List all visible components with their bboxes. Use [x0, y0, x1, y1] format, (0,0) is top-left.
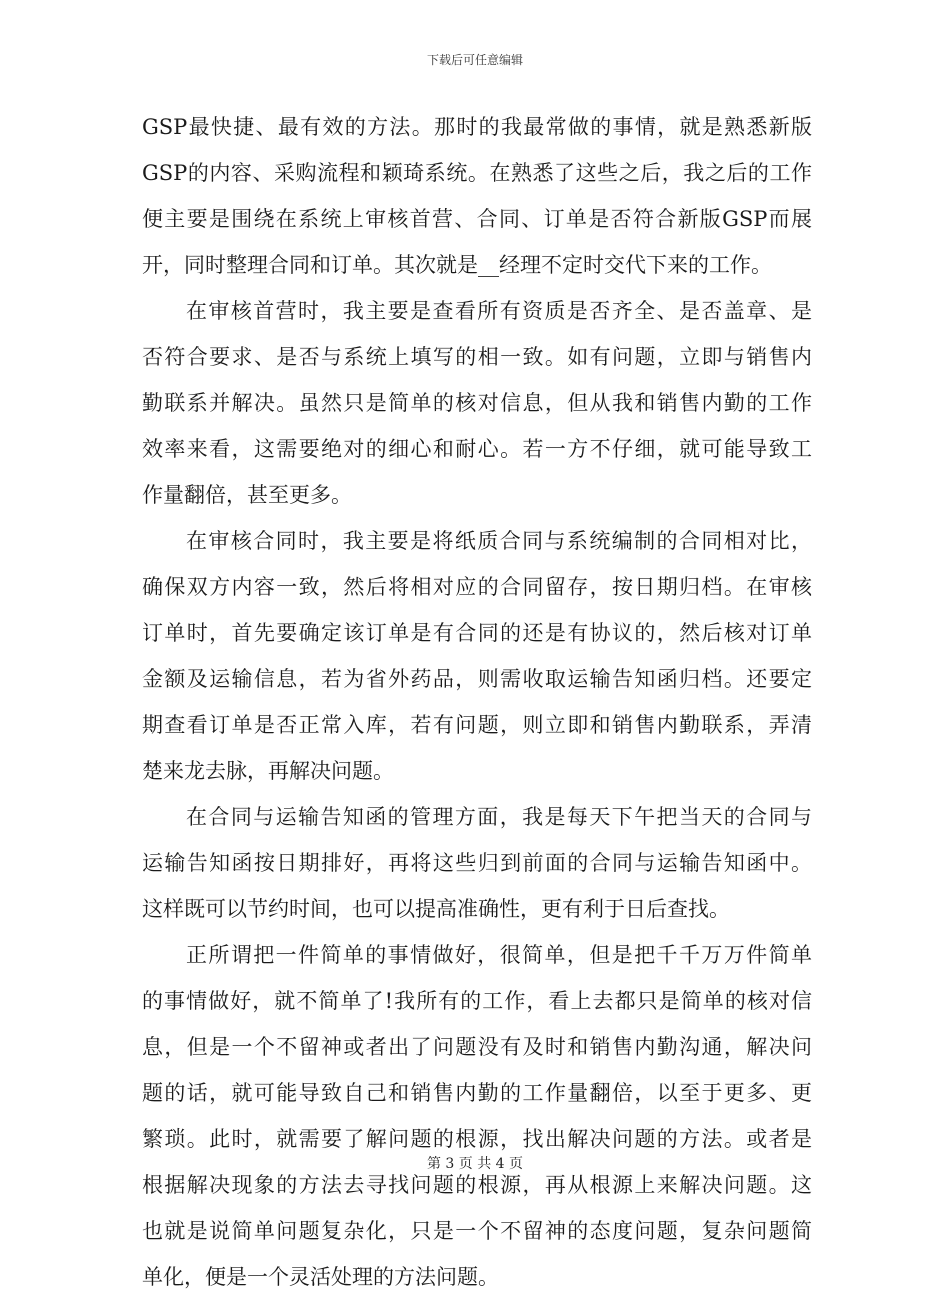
- paragraph-line: 运输告知函按日期排好，再将这些归到前面的合同与运输告知函中。: [142, 851, 812, 875]
- paragraph-line: 效率来看，这需要绝对的细心和耐心。若一方不仔细，就可能导致工: [142, 437, 812, 461]
- document-body: [142, 104, 812, 1300]
- paragraph-line: 开，同时整理合同和订单。其次就是__经理不定时交代下来的工作。: [142, 253, 772, 277]
- paragraph: [142, 518, 812, 794]
- paragraph-line: GSP的内容、采购流程和颖琦系统。在熟悉了这些之后，我之后的工作: [142, 161, 812, 185]
- paragraph-line: 楚来龙去脉，再解决问题。: [142, 759, 394, 783]
- paragraph-line: 在审核合同时，我主要是将纸质合同与系统编制的合同相对比，: [186, 529, 812, 553]
- paragraph-line: 也就是说简单问题复杂化，只是一个不留神的态度问题，复杂问题简: [142, 1219, 812, 1243]
- paragraph-line: 单化，便是一个灵活处理的方法问题。: [142, 1265, 499, 1289]
- paragraph-line: 期查看订单是否正常入库，若有问题，则立即和销售内勤联系，弄清: [142, 713, 812, 737]
- paragraph: [142, 104, 812, 288]
- paragraph-line: 息，但是一个不留神或者出了问题没有及时和销售内勤沟通，解决问: [142, 1035, 812, 1059]
- paragraph-line: 这样既可以节约时间，也可以提高准确性，更有利于日后查找。: [142, 897, 730, 921]
- paragraph: [142, 288, 812, 518]
- paragraph-line: 在合同与运输告知函的管理方面，我是每天下午把当天的合同与: [186, 805, 812, 829]
- paragraph-line: 繁琐。此时，就需要了解问题的根源，找出解决问题的方法。或者是: [142, 1127, 812, 1151]
- paragraph-line: 正所谓把一件简单的事情做好，很简单，但是把千千万万件简单: [186, 943, 812, 967]
- paragraph-line: 勤联系并解决。虽然只是简单的核对信息，但从我和销售内勤的工作: [142, 391, 812, 415]
- paragraph-line: 订单时，首先要确定该订单是有合同的还是有协议的，然后核对订单: [142, 621, 812, 645]
- paragraph-line: 在审核首营时，我主要是查看所有资质是否齐全、是否盖章、是: [186, 299, 812, 323]
- paragraph-line: 便主要是围绕在系统上审核首营、合同、订单是否符合新版GSP而展: [142, 207, 812, 231]
- paragraph-line: 题的话，就可能导致自己和销售内勤的工作量翻倍，以至于更多、更: [142, 1081, 812, 1105]
- paragraph: [142, 794, 812, 932]
- paragraph-line: 的事情做好，就不简单了!我所有的工作，看上去都只是简单的核对信: [142, 989, 812, 1013]
- paragraph-line: 作量翻倍，甚至更多。: [142, 483, 352, 507]
- page-header: 下载后可任意编辑: [426, 53, 523, 67]
- paragraph-line: 否符合要求、是否与系统上填写的相一致。如有问题，立即与销售内: [142, 345, 812, 369]
- paragraph-line: GSP最快捷、最有效的方法。那时的我最常做的事情，就是熟悉新版: [142, 115, 812, 139]
- page-footer: 第 3 页 共 4 页: [426, 1156, 524, 1172]
- paragraph-line: 根据解决现象的方法去寻找问题的根源，再从根源上来解决问题。这: [142, 1173, 812, 1197]
- paragraph-line: 金额及运输信息，若为省外药品，则需收取运输告知函归档。还要定: [142, 667, 812, 691]
- paragraph: [142, 932, 812, 1300]
- paragraph-line: 确保双方内容一致，然后将相对应的合同留存，按日期归档。在审核: [142, 575, 812, 599]
